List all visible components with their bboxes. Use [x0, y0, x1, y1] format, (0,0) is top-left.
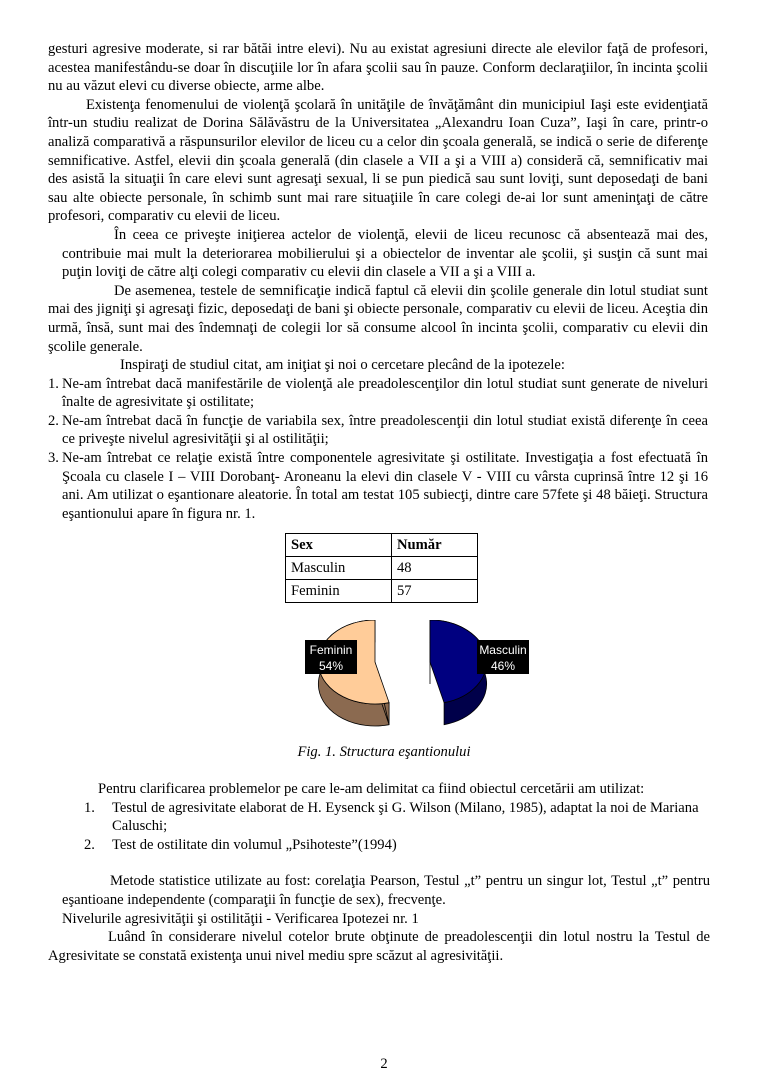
- hypothesis-item: [48, 412, 708, 449]
- item-number: 2.: [48, 412, 59, 429]
- table-cell: Feminin: [286, 580, 392, 603]
- pie-label-feminin: [305, 640, 357, 674]
- list-item: [84, 799, 710, 836]
- item-number: 2.: [84, 836, 95, 853]
- table-header-cell: Sex: [286, 534, 392, 557]
- figure-caption: Fig. 1. Structura eşantionului: [297, 744, 471, 760]
- section-heading: Nivelurile agresivităţii şi ostilităţii - Verificarea Ipotezei nr. 1: [62, 910, 419, 927]
- paragraph: În ceea ce priveşte iniţierea actelor de violenţă, elevii de liceu recunosc că absentează mai des, contribuie mai mult la deteriorarea mobilierului şi a obiectelor de inventar ale şcolii, şi susţin că sunt mai puţin loviţi de către alţi colegi comparativ cu elevii din clasele a VII a şi a VIII a.: [62, 226, 708, 281]
- list-item: [84, 836, 710, 855]
- item-number: 3.: [48, 450, 59, 467]
- methods-section: [48, 780, 710, 965]
- table-cell: 48: [392, 557, 478, 580]
- pie-label-percent: 54%: [318, 659, 344, 673]
- paragraph: Metode statistice utilizate au fost: corelaţia Pearson, Testul „t” pentru un singur lot, Testul „t” pentru eşantioane independente (comparaţii în funcţie de sex), frecvenţe.: [62, 873, 710, 908]
- table-header-cell: Număr: [392, 534, 478, 557]
- table-row: [286, 580, 478, 603]
- table-row: [286, 557, 478, 580]
- hypothesis-item: [48, 375, 708, 412]
- instrument-list: [48, 799, 710, 855]
- table-cell: Masculin: [286, 557, 392, 580]
- paragraph: Existenţa fenomenului de violenţă şcolară în unităţile de învăţământ din municipiul Iaşi este evidenţiată într-un studiu realizat de Dorina Sălăvăstru de la Universitatea „Alexandru Ioan Cuza”, Iaşi în care, printr-o analiză comparativă a răspunsurilor elevilor de liceu cu a celor din şcoala generală, se indică o serie de diferenţe semnificative. Astfel, elevii din şcoala generală (din clasele a VII a şi a VIII a) consideră că, semnificativ mai des asistă la situaţii în care elevi sunt agresaţi sexual, li se pun piedică sau sunt loviţi, sunt deposedaţi de bani sau alte obiecte personale, în schimb sunt mai rare situaţiile în care colegi de-ai lor sunt ameninţaţi de către profesori, comparativ cu elevii de liceu.: [48, 96, 708, 225]
- paragraph: Luând în considerare nivelul cotelor brute obţinute de preadolescenţii din lotul nostru la Testul de Agresivitate se constată existenţa unui nivel mediu spre scăzut al agresivităţii.: [48, 929, 710, 964]
- sample-pie-chart: [255, 620, 545, 730]
- paragraph: Inspiraţi de studiul citat, am iniţiat şi noi o cercetare plecând de la ipotezele:: [120, 357, 565, 374]
- item-text: Test de ostilitate din volumul „Psihoteste”(1994): [112, 836, 397, 853]
- pie-label-masculin: [477, 640, 529, 674]
- item-number: 1.: [84, 799, 95, 816]
- sample-table: [285, 533, 478, 603]
- hypothesis-item: [48, 449, 708, 523]
- table-cell: 57: [392, 580, 478, 603]
- item-text: Testul de agresivitate elaborat de H. Eysenck şi G. Wilson (Milano, 1985), adaptat la noi de Mariana Caluschi;: [112, 799, 699, 835]
- item-text: Ne-am întrebat dacă manifestările de violenţă ale preadolescenţilor din lotul studiat sunt generate de niveluri înalte de agresivitate şi ostilitate;: [62, 375, 708, 411]
- table-header-row: [286, 534, 478, 557]
- hypothesis-list: [48, 375, 708, 524]
- paragraph: De asemenea, testele de semnificaţie indică faptul că elevii din şcolile generale din lotul studiat sunt mai des jigniţi şi agresaţi fizic, deposedaţi de bani şi obiecte personale, comparativ cu elevii de liceu. Aceştia din urmă, însă, sunt mai des îndemnaţi de colegii lor să consume alcool în incinta şcolii, comparativ cu elevii din şcolile generale.: [48, 282, 708, 355]
- item-text: Ne-am întrebat dacă în funcţie de variabila sex, între preadolescenţii din lotul studiat există diferenţe în ceea ce priveşte nivelul agresivităţii şi al ostilităţii;: [62, 412, 708, 448]
- page-number: 2: [380, 1056, 388, 1072]
- paragraph: Pentru clarificarea problemelor pe care le-am delimitat ca fiind obiectul cercetării am utilizat:: [98, 781, 645, 797]
- item-number: 1.: [48, 375, 59, 392]
- paragraph: gesturi agresive moderate, si rar bătăi intre elevi). Nu au existat agresiuni directe ale elevilor faţă de profesori, acestea manifestându-se doar în discuţiile lor în afara şcolii sau în pauze. Conform declaraţiilor, în incinta şcolii nu au văzut elevi cu diverse obiecte, arme albe.: [48, 41, 708, 95]
- pie-label-category: Masculin: [479, 643, 527, 657]
- pie-label-percent: 46%: [490, 659, 516, 673]
- body-text: [48, 40, 708, 523]
- pie-label-category: Feminin: [309, 643, 353, 657]
- item-text: Ne-am întrebat ce relaţie există între componentele agresivitate şi ostilitate. Investigaţia a fost efectuată în Şcoala cu clasele I – VIII Dorobanţ- Aroneanu la elevi din clasele V - VIII cu vârsta cuprinsă între 12 şi 16 ani. Am utilizat o eşantionare aleatorie. În total am testat 105 subiecţi, dintre care 57fete şi 48 băieţi. Structura eşantionului apare în figura nr. 1.: [62, 450, 708, 522]
